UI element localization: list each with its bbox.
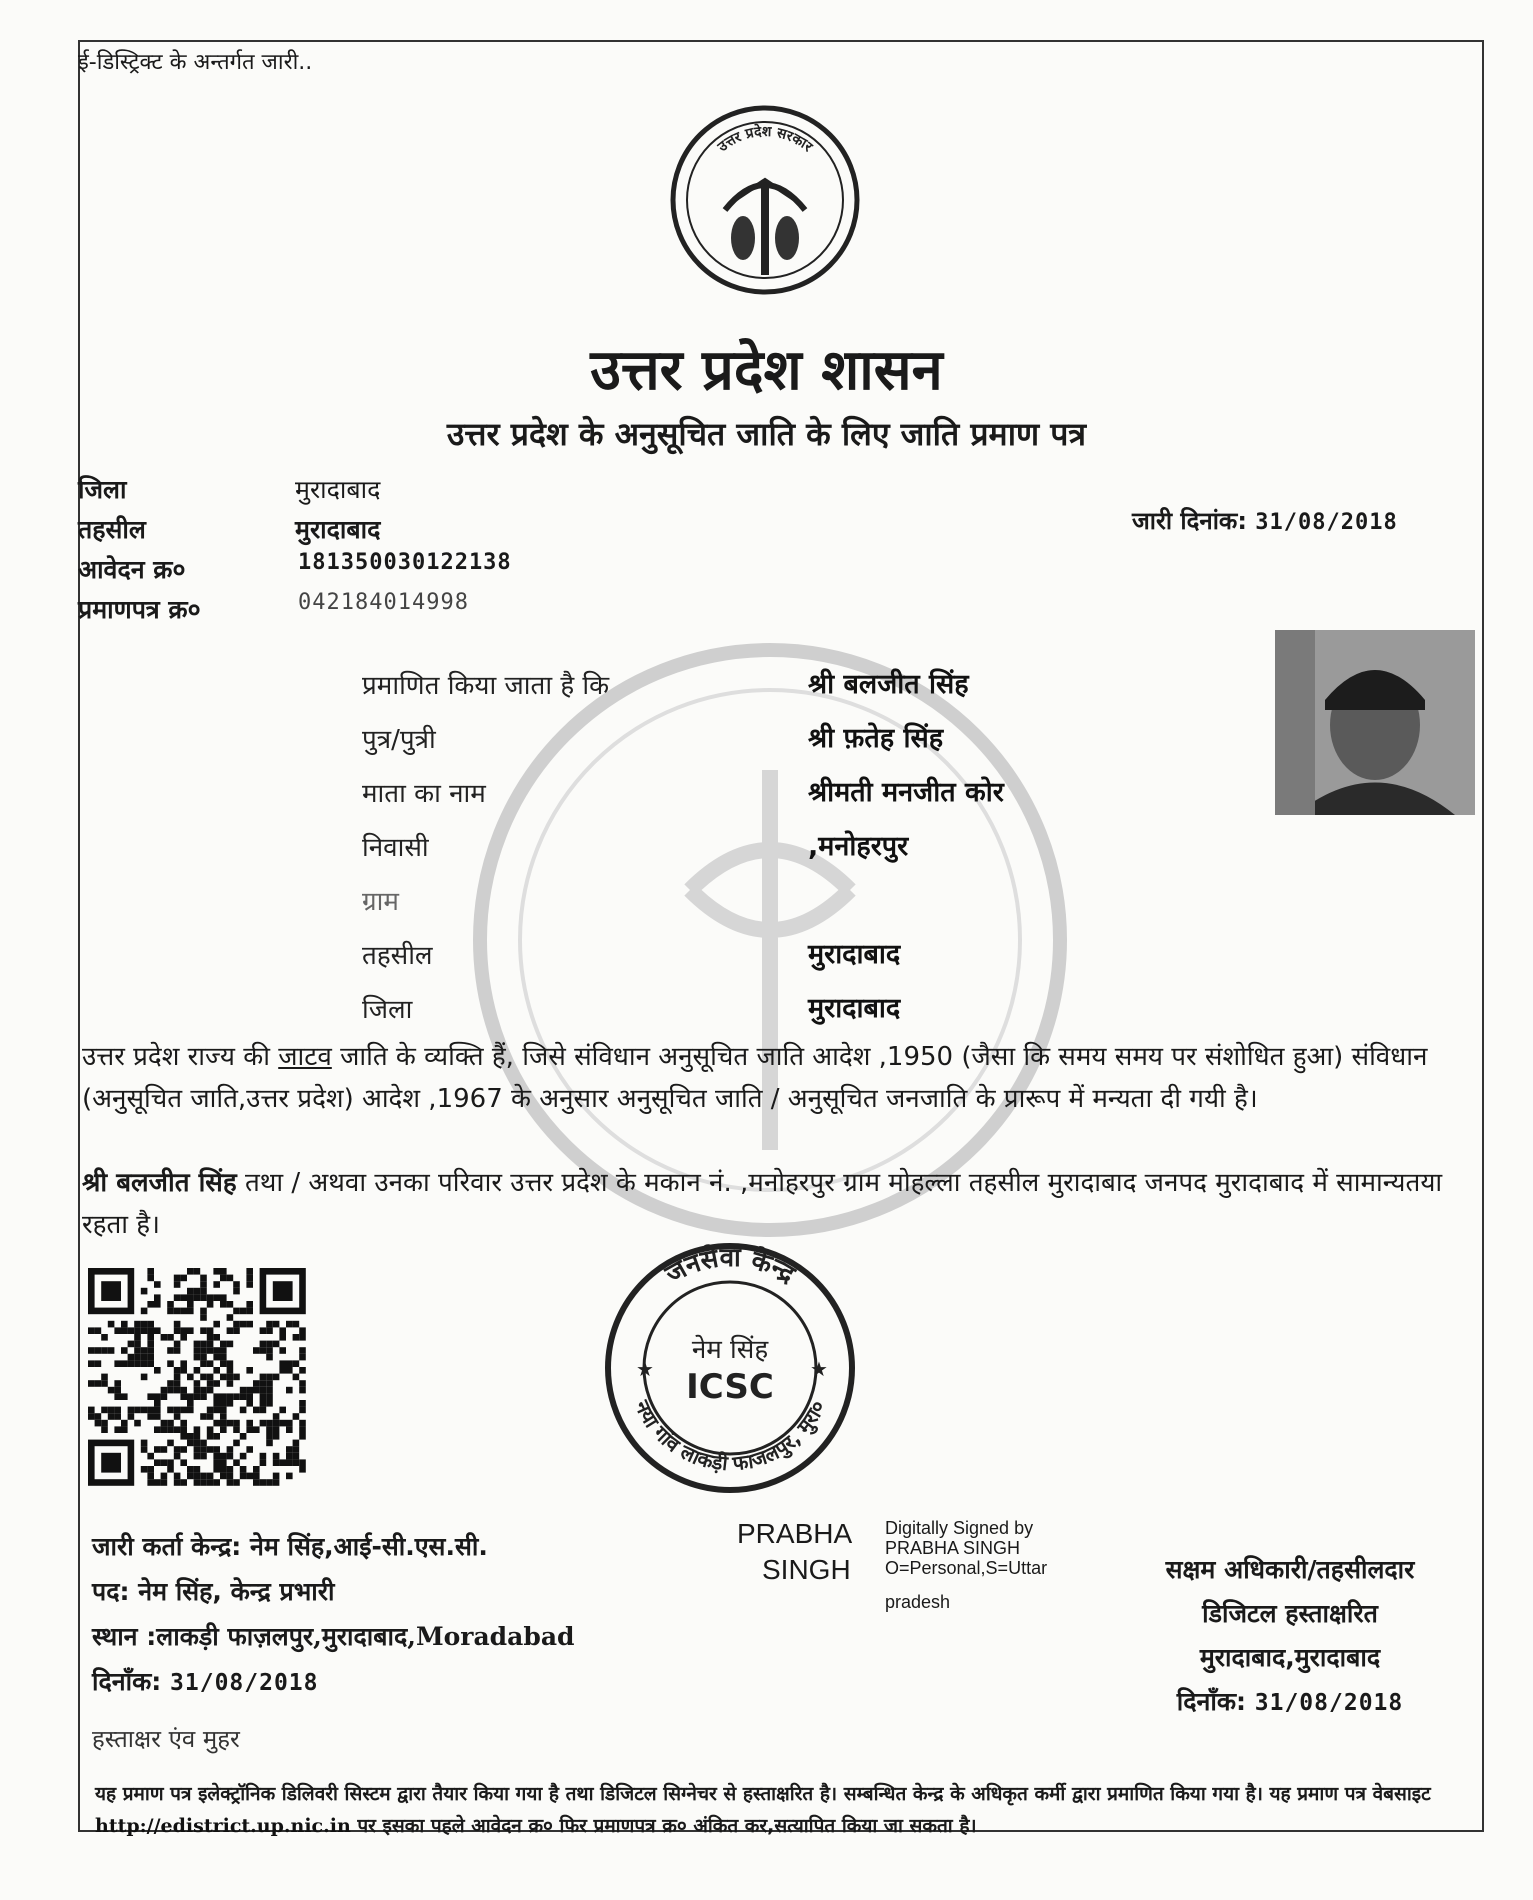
authority-signed: डिजिटल हस्ताक्षरित (1202, 1599, 1378, 1628)
svg-text:ICSC: ICSC (686, 1367, 774, 1407)
detail-value-1: श्री बलजीत सिंह (808, 669, 969, 700)
issuer-place-label: स्थान : (92, 1622, 157, 1651)
issuer-post-label: पद: (92, 1577, 130, 1606)
authority-place: मुरादाबाद,मुरादाबाद (1199, 1643, 1381, 1672)
certificate-label: प्रमाणपत्र क्र० (78, 595, 201, 624)
detail-value-3: श्रीमती मनजीत कोर (808, 777, 1004, 808)
signature-detail-4: pradesh (885, 1592, 951, 1612)
detail-label-2: पुत्र/पुत्री (362, 725, 436, 755)
residence-paragraph-rest: तथा / अथवा उनका परिवार उत्तर प्रदेश के मकान नं. ,मनोहरपुर ग्राम मोहल्ला तहसील मुरादाबाद जनपद मुरादाबाद में सामान्यतया रहता है। (82, 1168, 1443, 1240)
caste-paragraph-pre: उत्तर प्रदेश राज्य की (82, 1042, 279, 1072)
caste-paragraph-post: जाति के व्यक्ति हैं, जिसे संविधान अनुसूचित जाति आदेश ,1950 (जैसा कि समय समय पर संशोधित हुआ) संविधान (अनुसूचित जाति,उत्तर प्रदेश) आदेश ,1967 के अनुसार अनुसूचित जाति / अनुसूचित जनजाति के प्रारूप में मन्यता दी गयी है। (82, 1042, 1428, 1114)
applicant-photo (1275, 630, 1475, 815)
issuer-center-value: नेम सिंह,आई-सी.एस.सी. (249, 1532, 488, 1561)
detail-value-2: श्री फ़तेह सिंह (808, 723, 944, 754)
application-number: 181350030122138 (298, 550, 512, 575)
signer-name-line2: SINGH (762, 1554, 851, 1585)
issue-date-value: 31/08/2018 (1255, 510, 1398, 535)
footer-note (95, 1778, 1475, 1842)
caste-name: जाटव (278, 1042, 332, 1072)
svg-text:★: ★ (636, 1357, 654, 1381)
signature-detail-2: PRABHA SINGH (885, 1538, 1021, 1558)
detail-label-4: निवासी (362, 833, 429, 863)
residence-paragraph (82, 1162, 1472, 1246)
detail-label-7: जिला (362, 995, 413, 1025)
icsc-stamp (600, 1238, 860, 1498)
certificate-number: 042184014998 (298, 590, 469, 615)
issuer-date-value: 31/08/2018 (170, 1670, 319, 1696)
signer-name-line1: PRABHA (737, 1518, 853, 1549)
issuer-block (92, 1524, 575, 1706)
page-title: उत्तर प्रदेश शासन (590, 338, 943, 403)
footer-post: पर इसका पहले आवेदन क्र० फिर प्रमाणपत्र क्र० अंकित कर,सत्यापित किया जा सकता है। (350, 1815, 977, 1837)
detail-value-6: मुरादाबाद (808, 939, 901, 970)
footer-pre: यह प्रमाण पत्र इलेक्ट्रॉनिक डिलिवरी सिस्टम द्वारा तैयार किया गया है तथा डिजिटल सिग्नेचर से हस्ताक्षरित है। सम्बन्धित केन्द्र के अधिकृत कर्मी द्वारा प्रमाणित किया गया है। यह प्रमाण पत्र वेबसाइट (95, 1783, 1431, 1805)
qr-code (88, 1268, 308, 1490)
authority-date-value: 31/08/2018 (1254, 1690, 1404, 1716)
issuer-place-value: लाकड़ी फाज़लपुर,मुरादाबाद,Moradabad (156, 1622, 575, 1651)
detail-label-3: माता का नाम (362, 779, 486, 809)
application-label: आवेदन क्र० (78, 555, 186, 584)
authority-title: सक्षम अधिकारी/तहसीलदार (1165, 1555, 1415, 1584)
issuer-center-label: जारी कर्ता केन्द्र: (92, 1532, 242, 1561)
tehsil-value: मुरादाबाद (295, 515, 381, 544)
svg-text:★: ★ (810, 1357, 828, 1381)
verification-link[interactable]: http://edistrict.up.nic.in (95, 1815, 351, 1837)
residence-person-name: श्री बलजीत सिंह (82, 1168, 237, 1198)
tehsil-label: तहसील (78, 515, 146, 544)
detail-label-1: प्रमाणित किया जाता है कि (362, 671, 610, 701)
issue-date-label: जारी दिनांक: (1132, 507, 1247, 535)
district-label: जिला (78, 475, 127, 504)
svg-text:नया गांव लाकड़ी फाजलपुर, मुरा०: नया गांव लाकड़ी फाजलपुर, मुरा० (630, 1396, 830, 1476)
up-emblem (665, 100, 865, 300)
issuer-post-value: नेम सिंह, केन्द्र प्रभारी (138, 1577, 335, 1606)
authority-block (1110, 1548, 1470, 1725)
issue-date (1132, 504, 1398, 537)
issuer-date-label: दिनाँक: (92, 1667, 162, 1696)
detail-label-6: तहसील (362, 941, 433, 971)
authority-date-label: दिनाँक: (1176, 1687, 1247, 1716)
svg-text:नेम सिंह: नेम सिंह (691, 1335, 769, 1365)
header-note: ई-डिस्ट्रिक्ट के अन्तर्गत जारी.. (78, 50, 313, 75)
detail-value-4: ,मनोहरपुर (808, 831, 909, 862)
signature-note: हस्ताक्षर एंव मुहर (92, 1725, 240, 1753)
detail-label-5: ग्राम (362, 887, 399, 917)
svg-text:जनसेवा केन्द्र: जनसेवा केन्द्र (660, 1242, 800, 1290)
caste-paragraph (82, 1036, 1472, 1120)
signature-detail-1: Digitally Signed by (885, 1518, 1034, 1538)
signature-detail-3: O=Personal,S=Uttar (885, 1558, 1048, 1578)
svg-text:उत्तर प्रदेश सरकार: उत्तर प्रदेश सरकार (714, 123, 816, 156)
signature-details (885, 1518, 1047, 1612)
detail-value-7: मुरादाबाद (808, 993, 901, 1024)
page-subtitle: उत्तर प्रदेश के अनुसूचित जाति के लिए जाति प्रमाण पत्र (446, 415, 1087, 453)
district-value: मुरादाबाद (295, 475, 381, 504)
